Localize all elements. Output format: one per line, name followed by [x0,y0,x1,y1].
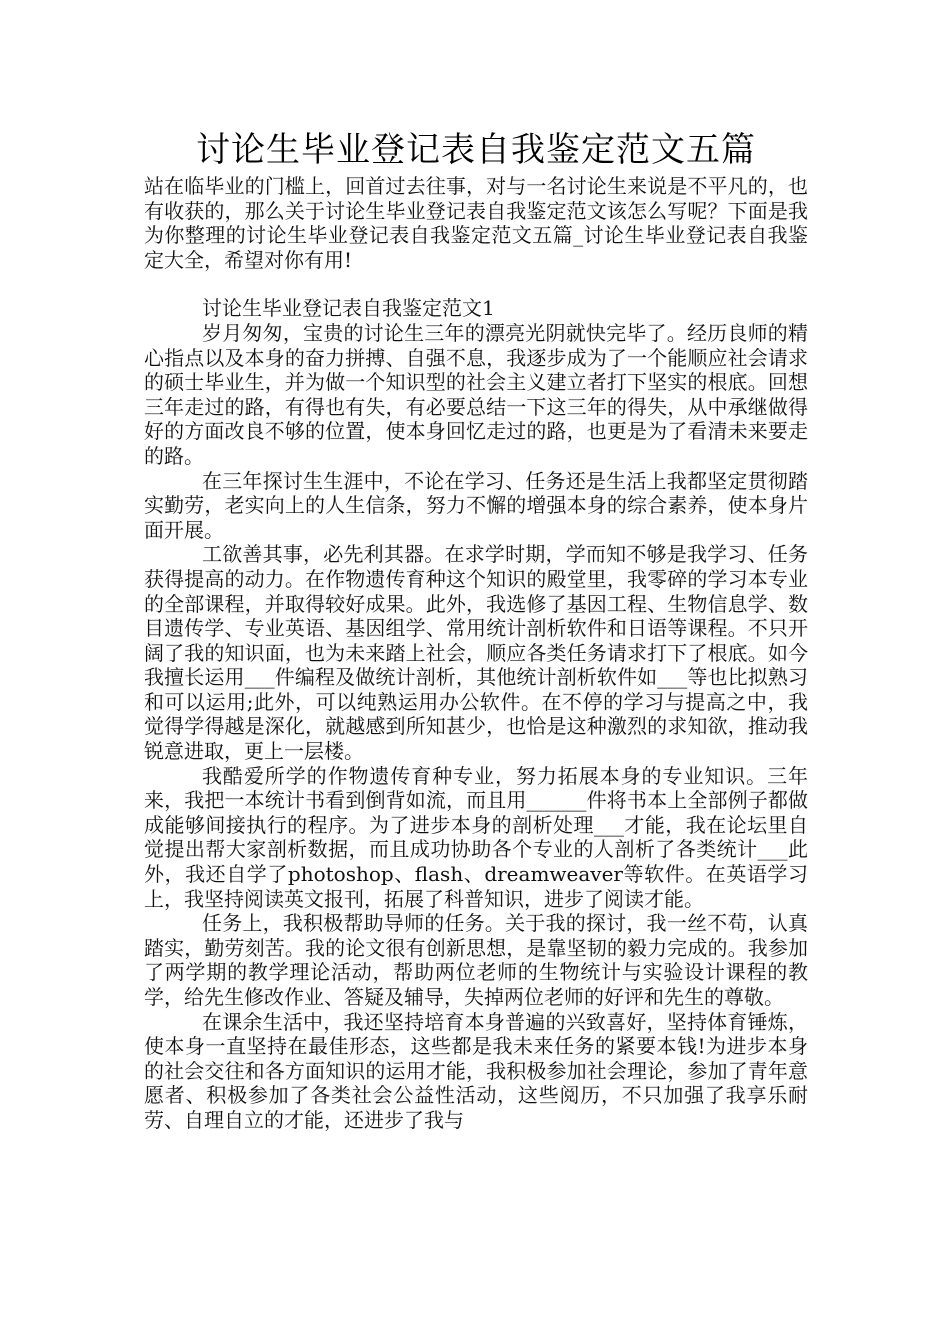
document-page [144,128,808,1133]
body-paragraph: 任务上，我积极帮助导师的任务。关于我的探讨，我一丝不苟，认真踏实，勤劳刻苦。我的论文很有创新思想，是靠坚韧的毅力完成的。我参加了两学期的教学理论活动，帮助两位老师的生物统计与实验设计课程的教学，给先生修改作业、答疑及辅导，失掉两位老师的好评和先生的尊敬。 [144,911,808,1009]
document-title: 讨论生毕业登记表自我鉴定范文五篇 [196,130,756,170]
body-paragraph: 工欲善其事，必先利其器。在求学时期，学而知不够是我学习、任务获得提高的动力。在作物遗传育种这个知识的殿堂里，我零碎的学习本专业的全部课程，并取得较好成果。此外，我选修了基因工程、生物信息学、数目遗传学、专业英语、基因组学、常用统计剖析软件和日语等课程。不只开阔了我的知识面，也为未来踏上社会，顺应各类任务请求打下了根底。如今我擅长运用___件编程及做统计剖析，其他统计剖析软件如___等也比拟熟习和可以运用;此外，可以纯熟运用办公软件。在不停的学习与提高之中，我觉得学得越是深化，就越感到所知甚少，也恰是这种激烈的求知欲，推动我锐意进取，更上一层楼。 [144,542,808,764]
body-paragraph: 岁月匆匆，宝贵的讨论生三年的漂亮光阴就快完毕了。经历良师的精心指点以及本身的奋力拼搏、自强不息，我逐步成为了一个能顺应社会请求的硕士毕业生，并为做一个知识型的社会主义建立者打下坚实的根底。回想三年走过的路，有得也有失，有必要总结一下这三年的得失，从中承继做得好的方面改良不够的位置，使本身回忆走过的路，也更是为了看清未来要走的路。 [144,320,808,468]
body-paragraph: 在三年探讨生生涯中，不论在学习、任务还是生活上我都坚定贯彻踏实勤劳，老实向上的人生信条，努力不懈的增强本身的综合素养，使本身片面开展。 [144,468,808,542]
section-heading: 讨论生毕业登记表自我鉴定范文1 [202,296,495,321]
intro-paragraph: 站在临毕业的门槛上，回首过去往事，对与一名讨论生来说是不平凡的，也有收获的，那么关于讨论生毕业登记表自我鉴定范文该怎么写呢？下面是我为你整理的讨论生毕业登记表自我鉴定范文五篇_讨论生毕业登记表自我鉴定大全，希望对你有用! [144,174,808,272]
body-paragraph: 在课余生活中，我还坚持培育本身普遍的兴致喜好，坚持体育锤炼，使本身一直坚持在最佳形态，这些都是我未来任务的紧要本钱!为进步本身的社会交往和各方面知识的运用才能，我积极参加社会理论，参加了青年意愿者、积极参加了各类社会公益性活动，这些阅历，不只加强了我享乐耐劳、自理自立的才能，还进步了我与 [144,1009,808,1132]
blank-line [144,272,808,296]
body-paragraph: 我酷爱所学的作物遗传育种专业，努力拓展本身的专业知识。三年来，我把一本统计书看到倒背如流，而且用______件将书本上全部例子都做成能够间接执行的程序。为了进步本身的剖析处理___才能，我在论坛里自觉提出帮大家剖析数据，而且成功协助各个专业的人剖析了各类统计___此外，我还自学了photoshop、flash、dreamweaver等软件。在英语学习上，我坚持阅读英文报刊，拓展了科普知识，进步了阅读才能。 [144,763,808,911]
